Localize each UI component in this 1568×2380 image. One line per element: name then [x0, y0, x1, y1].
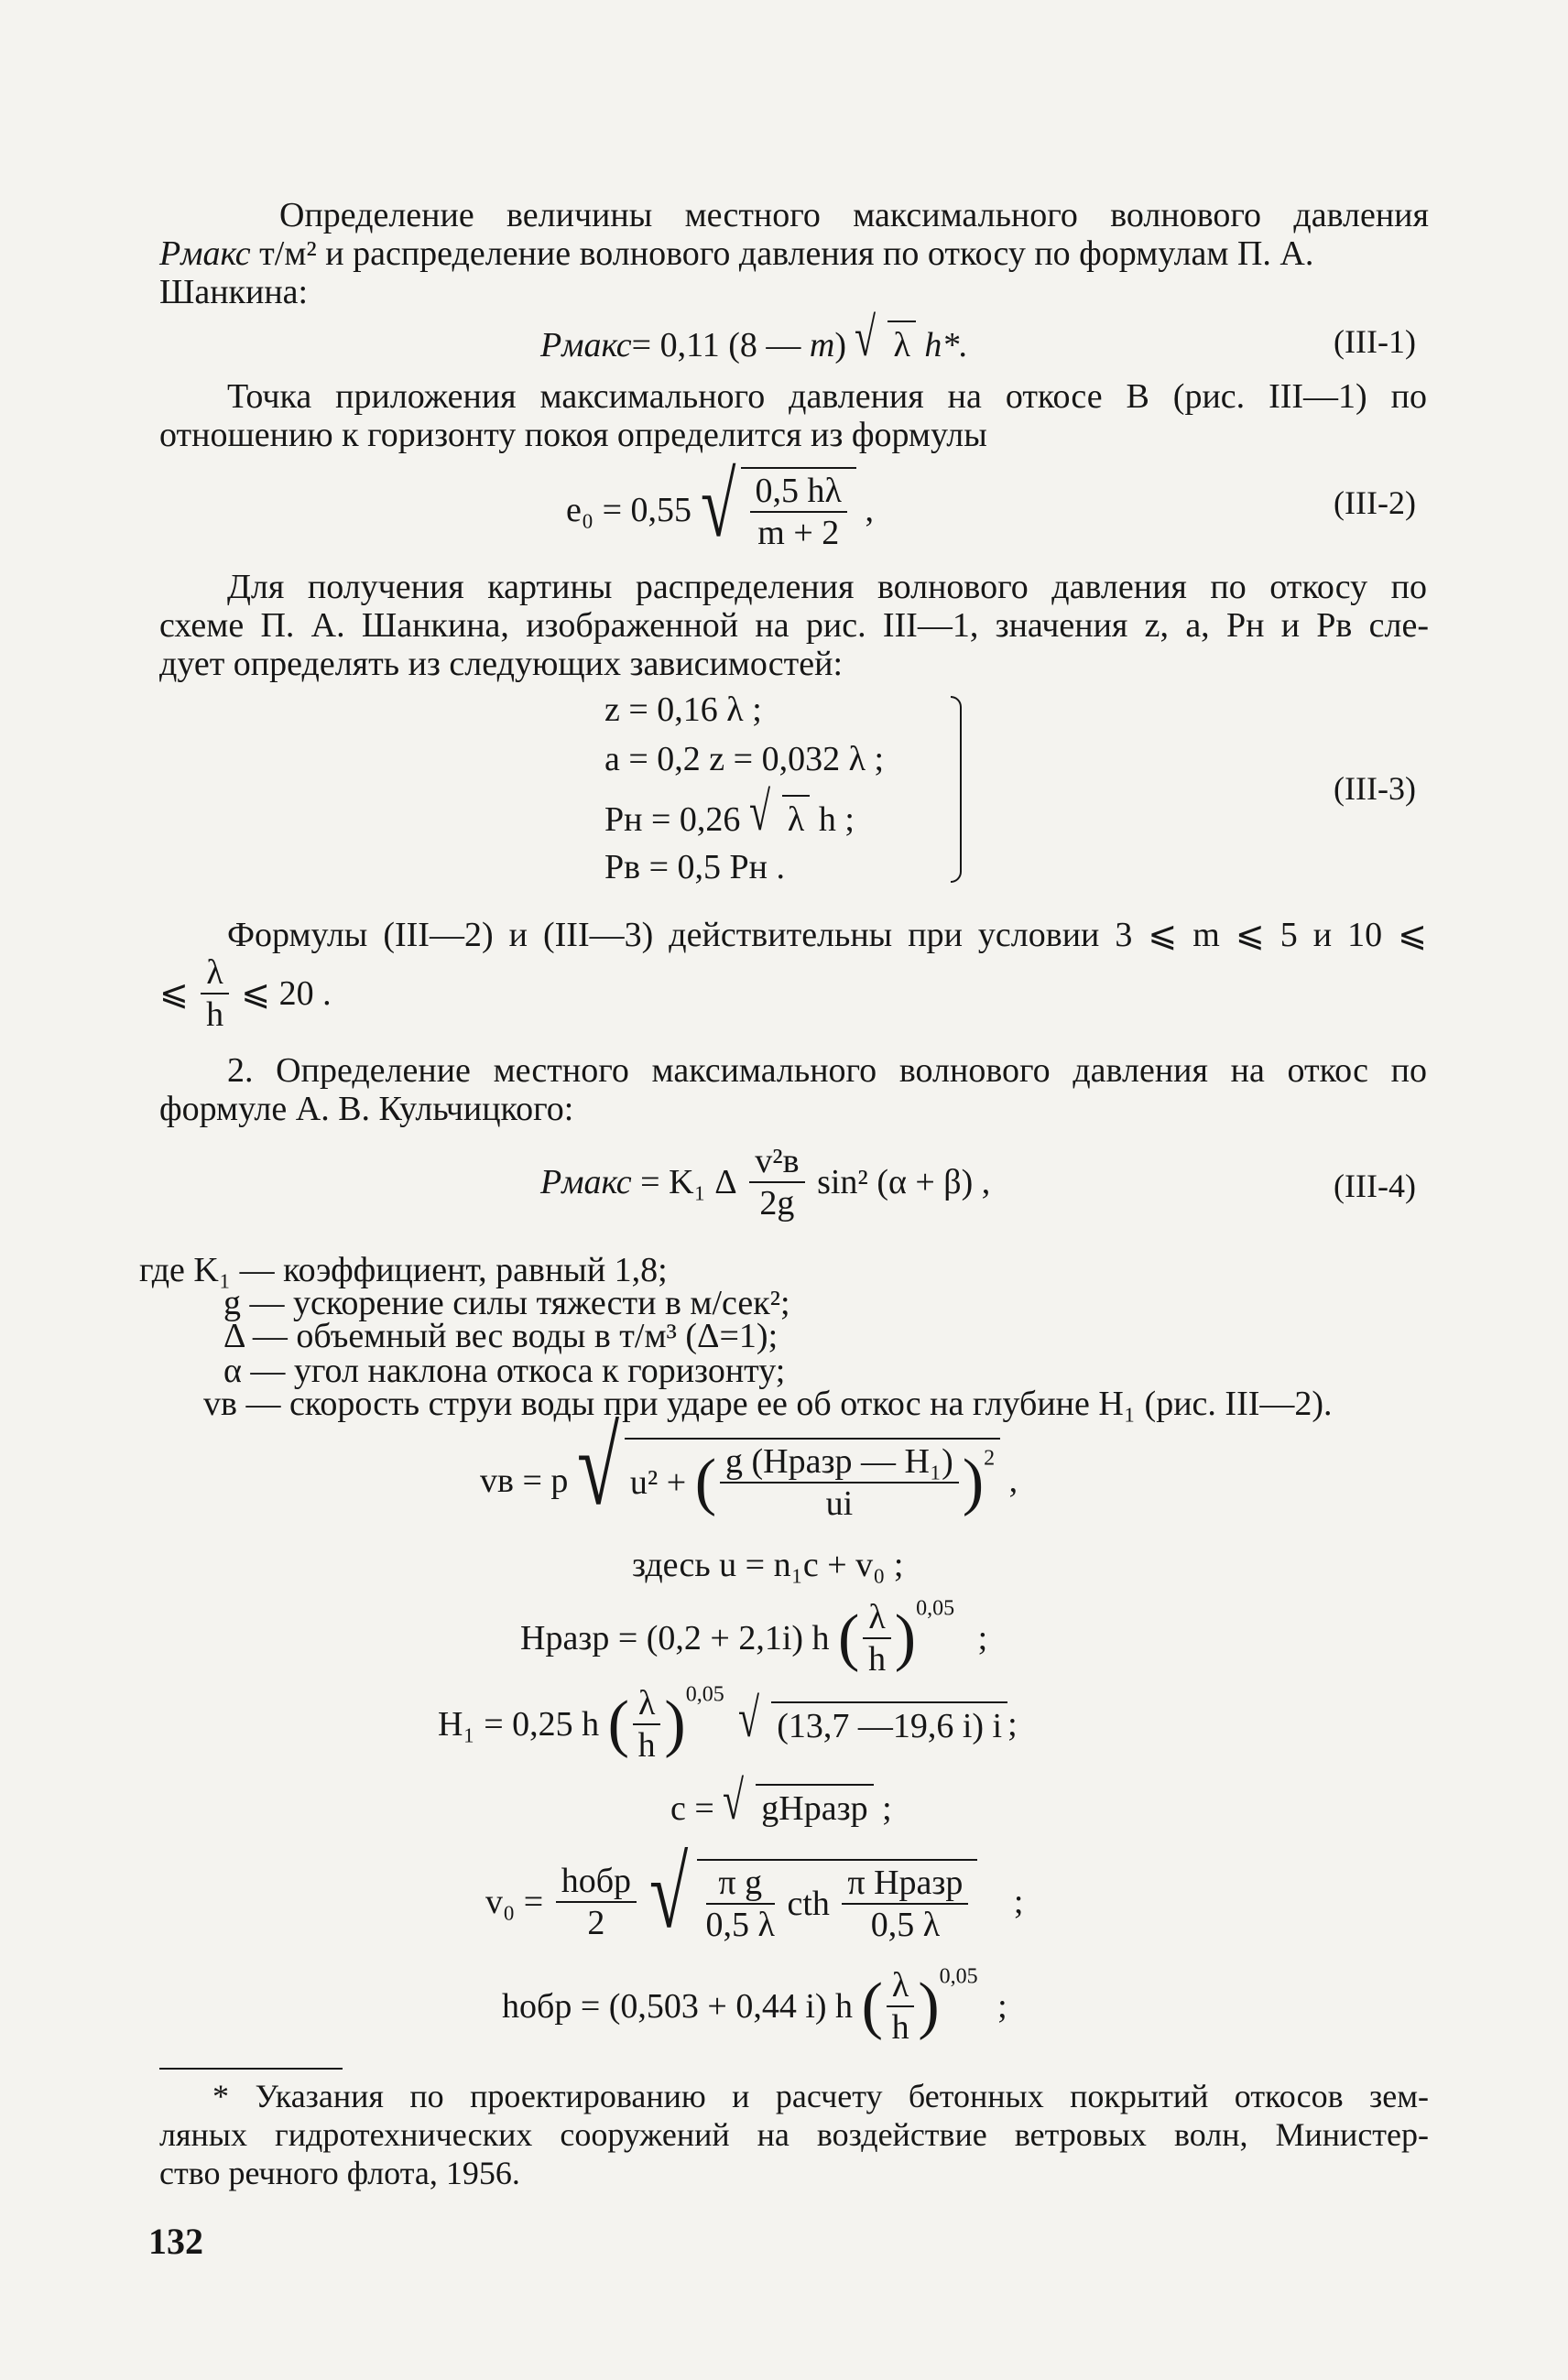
- eq1-rhs-b: ): [834, 326, 846, 364]
- eq-h-razr: Hразр = (0,2 + 2,1i) h ( $\frac{\lambda}{h}$ )$^{0,05}$ ;: [520, 1596, 988, 1679]
- footnote-line-1: * Указания по проектированию и расчету бетонных покрытий откосов зем-: [212, 2078, 1429, 2114]
- eq3-line-z: z = 0,16 λ ;: [604, 690, 762, 729]
- para4-line-1: Формулы (III—2) и (III—3) действительны при условии 3 ⩽ m ⩽ 5 и 10 ⩽: [227, 916, 1427, 954]
- right-brace: [951, 696, 962, 883]
- eq-vb: vв = p √ u² + ( $\frac{\text{g (Hразр — H₁)}}{ui}$ )$^2$ ,: [480, 1406, 1018, 1527]
- eq3-line-pv: Pв = 0,5 Pн .: [604, 848, 785, 886]
- para3-line-1: Для получения картины распределения волнового давления по откосу по: [227, 568, 1427, 606]
- eq2-fraction: $\frac{0,5 h\lambda}{m + 2}$: [750, 471, 847, 553]
- eq-c: c = √ gHразр ;: [670, 1770, 892, 1831]
- footnote-line-3: ство речного флота, 1956.: [159, 2155, 520, 2191]
- p-maks-symbol: Pмакс: [159, 234, 251, 273]
- equation-III-1: [540, 307, 968, 367]
- intro-line-2-text: т/м² и распределение волнового давления по откосу по формулам П. А.: [250, 234, 1314, 273]
- eq-v0: v₀ = $\frac{\text{hобр}}{2}$ √ $\frac{\text{π g}}{0,5 \lambda}$ cth $\frac{\text{π Hразр}}{0,5 \lambda}$ ;: [485, 1837, 1024, 1949]
- para5-line-2: формуле А. В. Кульчицкого:: [159, 1090, 574, 1128]
- equation-number-III-4: (III-4): [1334, 1168, 1416, 1204]
- eq-h-obr: hобр = (0,503 + 0,44 i) h ( $\frac{\lambda}{h}$ )$^{0,05}$ ;: [502, 1964, 1007, 2047]
- para2-line-1: Точка приложения максимального давления на откосе B (рис. III—1) по: [227, 377, 1427, 416]
- intro-line-2: [159, 233, 1429, 275]
- eq3-line-a: a = 0,2 z = 0,032 λ ;: [604, 740, 885, 778]
- intro-line-1: Определение величины местного максимального волнового давления: [279, 196, 1429, 234]
- lambda-over-h: $\frac{\lambda}{h}$: [201, 952, 228, 1035]
- eq4-fraction: $\frac{\text{v²в}}{2g}$: [749, 1141, 804, 1223]
- eq1-radical: √ λ: [855, 321, 915, 366]
- eq3-line-pn: Pн = 0,26 √ λ h ;: [604, 781, 855, 842]
- eq-here-u: здесь u = n₁c + v₀ ;: [632, 1546, 904, 1584]
- equation-III-4: Pмакс = K₁ Δ $\frac{\text{v²в}}{2g}$ sin² (α + β) ,: [540, 1142, 991, 1223]
- where-line-3: Δ — объемный вес воды в т/м³ (Δ=1);: [223, 1317, 779, 1355]
- page-number: 132: [148, 2221, 203, 2262]
- para5-line-1: 2. Определение местного максимального волнового давления на откос по: [227, 1051, 1427, 1090]
- equation-III-2: e₀ = 0,55 √ $\frac{0,5 h\lambda}{m + 2}$ ,: [566, 454, 874, 556]
- eq2-lhs: e₀ = 0,55: [566, 491, 692, 529]
- para4-line-2: ⩽ $\frac{\lambda}{h}$ ⩽ 20 .: [159, 953, 332, 1034]
- para3-line-2: схеме П. А. Шанкина, изображенной на рис. III—1, значения z, a, Pн и Pв сле-: [159, 606, 1429, 645]
- eq1-rhs-a: = 0,11 (8 —: [631, 326, 810, 364]
- where-line-2: g — ускорение силы тяжести в м/сек²;: [223, 1284, 790, 1322]
- equation-number-III-3: (III-3): [1334, 770, 1416, 807]
- para2-line-2: отношению к горизонту покоя определится из формулы: [159, 416, 987, 454]
- para3-line-3: дует определять из следующих зависимостей:: [159, 645, 844, 683]
- where-line-5: vв — скорость струи воды при ударе ее об откос на глубине H₁ (рис. III—2).: [203, 1385, 1333, 1423]
- footnote-rule: [159, 2068, 343, 2070]
- intro-line-3: Шанкина:: [159, 273, 309, 311]
- eq2-radical: √ $\frac{0,5 h\lambda}{m + 2}$: [701, 467, 856, 553]
- where-line-4: α — угол наклона откоса к горизонту;: [223, 1352, 786, 1390]
- where-line-1: где K₁ — коэффициент, равный 1,8;: [139, 1251, 668, 1289]
- equation-number-III-1: (III-1): [1334, 323, 1416, 360]
- eq1-lhs: Pмакс: [540, 326, 632, 364]
- footnote-line-2: ляных гидротехнических сооружений на воздействие ветровых волн, Министер-: [159, 2116, 1429, 2153]
- eq-h1: H₁ = 0,25 h ( $\frac{\lambda}{h}$ )$^{0,05}$ √ (13,7 —19,6 i) i ;: [438, 1682, 1018, 1765]
- eq1-tail: h*.: [915, 326, 968, 364]
- equation-number-III-2: (III-2): [1334, 484, 1416, 521]
- eq1-m: m: [809, 326, 835, 364]
